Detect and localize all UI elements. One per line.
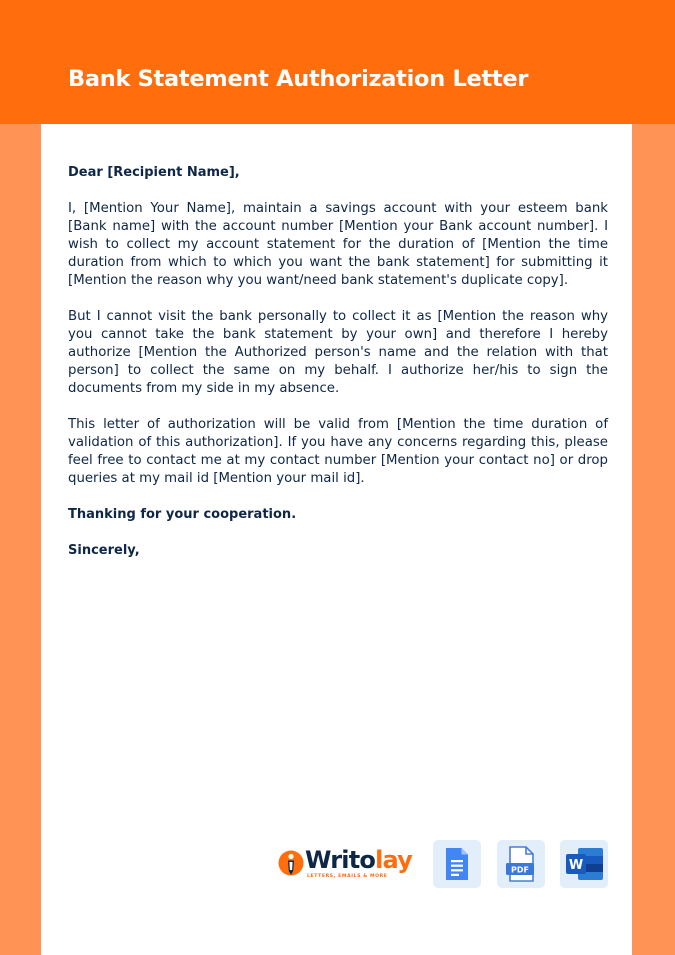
closing: Sincerely, bbox=[68, 543, 140, 558]
letter-paragraph-2: But I cannot visit the bank personally to collect it as [Mention the reason why you cannot take the bank statement by your own] and therefore I hereby authorize [Mention the Authorized person's name and the relation with that person] to collect the same on my behalf. I authorize her/his to sign the documents from my side in my absence. bbox=[68, 309, 608, 396]
pdf-file-icon bbox=[497, 840, 545, 888]
google-docs-icon bbox=[433, 840, 481, 888]
page-title: Bank Statement Authorization Letter bbox=[68, 66, 529, 92]
word-doc-icon bbox=[560, 840, 608, 888]
brand-tagline: LETTERS, EMAILS & MORE bbox=[307, 874, 388, 879]
writolay-logo[interactable] bbox=[278, 847, 412, 883]
google-docs-button[interactable] bbox=[433, 840, 481, 888]
pdf-download-button[interactable] bbox=[497, 840, 545, 888]
brand-name-part1: Writo bbox=[305, 846, 376, 874]
word-letter: W bbox=[568, 858, 584, 873]
pdf-label: PDF bbox=[511, 865, 529, 875]
letter-paragraph-3: This letter of authorization will be valid from [Mention the time duration of validation of this authorization]. If you have any concerns regarding this, please feel free to contact me at my contact number [Mention your contact no] or drop queries at my mail id [Mention your mail id]. bbox=[68, 417, 608, 486]
page-header bbox=[0, 0, 675, 124]
brand-name bbox=[305, 846, 412, 874]
brand-name-part2: lay bbox=[375, 846, 413, 874]
word-download-button[interactable] bbox=[560, 840, 608, 888]
pen-pin-icon bbox=[278, 850, 304, 878]
thanks-line: Thanking for your cooperation. bbox=[68, 507, 297, 522]
letter-body bbox=[68, 164, 608, 578]
letter-paragraph-1: I, [Mention Your Name], maintain a savings account with your esteem bank [Bank name] with the account number [Mention your Bank account number]. I wish to collect my account statement for the duration of [Mention the time duration from which to which you want the bank statement] for submitting it [Mention the reason why you want/need bank statement's duplicate copy]. bbox=[68, 201, 608, 288]
salutation: Dear [Recipient Name], bbox=[68, 165, 240, 180]
